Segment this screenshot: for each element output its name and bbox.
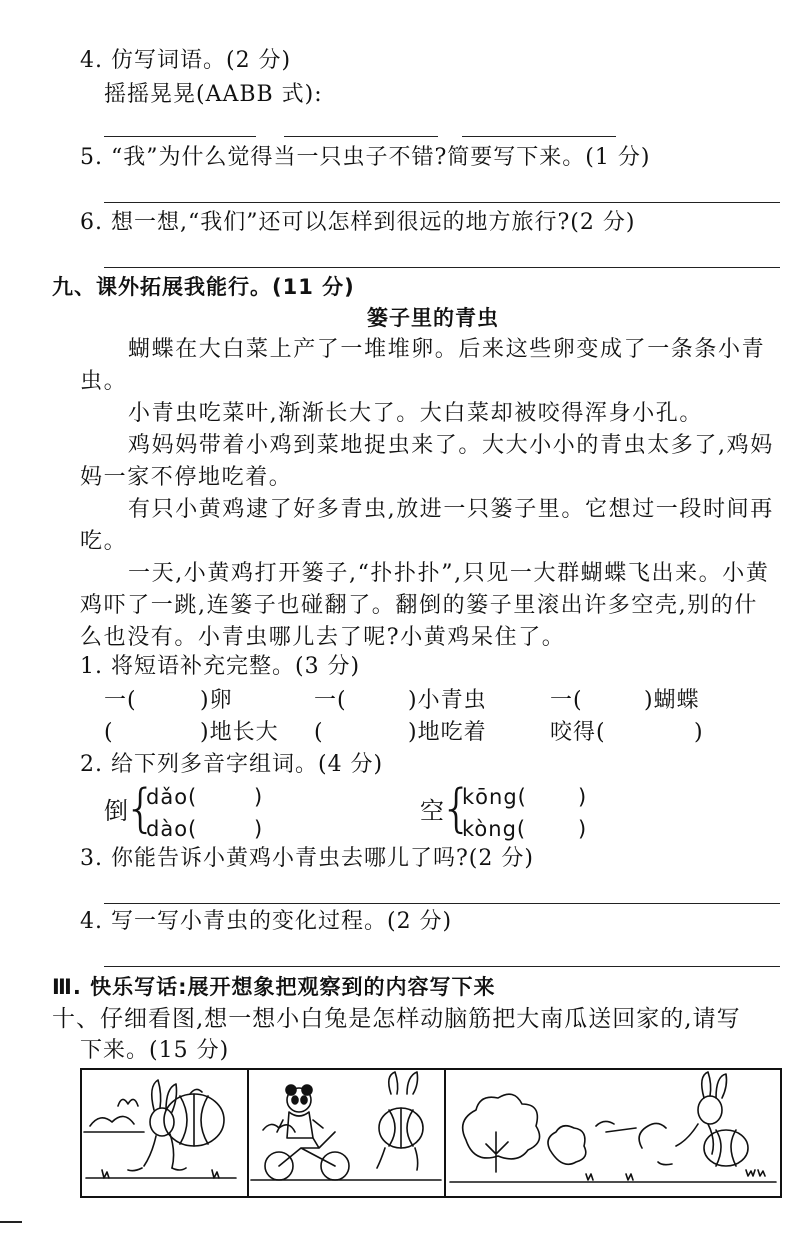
- q10-line-2: 下来。(15 分): [80, 1038, 230, 1063]
- q4-title: 4. 仿写词语。(2 分): [80, 48, 292, 73]
- story-paragraph-4: 有只小黄鸡逮了好多青虫,放进一只篓子里。它想过一段时间再吃。: [80, 497, 774, 554]
- reading-dao3: dǎo(: [146, 785, 198, 809]
- s9-q2-title: 2. 给下列多音字组词。(4 分): [80, 752, 384, 777]
- q1-row1-c-close[interactable]: )蝴蝶: [644, 688, 700, 713]
- q1-row2-a-close[interactable]: )地长大: [200, 720, 279, 745]
- q6-title: 6. 想一想,“我们”还可以怎样到很远的地方旅行?(2 分): [80, 210, 636, 235]
- q4-answer-line-1[interactable]: [104, 136, 256, 137]
- q4-prompt: 摇摇晃晃(AABB 式):: [104, 82, 323, 107]
- picture-art: [82, 1070, 780, 1196]
- q1-row1-a-open: 一(: [104, 688, 137, 713]
- s9-q1-title: 1. 将短语补充完整。(3 分): [80, 654, 361, 679]
- q1-row2-b-open: (: [314, 720, 324, 745]
- q4-answer-line-2[interactable]: [284, 136, 438, 137]
- panel-3-rabbit-rolling-pumpkin: [450, 1072, 776, 1182]
- q1-row1-b-open: 一(: [314, 688, 347, 713]
- q1-row1-b-close[interactable]: )小青虫: [408, 688, 487, 713]
- char-kong: 空: [420, 797, 445, 825]
- char-dao: 倒: [104, 797, 129, 825]
- q4-answer-line-3[interactable]: [462, 136, 616, 137]
- reading-dao3-close[interactable]: ): [254, 785, 264, 809]
- story-title: 篓子里的青虫: [367, 306, 499, 330]
- picture-strip: [80, 1068, 782, 1198]
- page-corner-mark: [0, 1221, 22, 1223]
- reading-dao4: dào(: [146, 817, 198, 841]
- q6-answer-line[interactable]: [104, 267, 780, 268]
- panel-1-rabbit-carrying-pumpkin: [84, 1080, 236, 1178]
- reading-kong4: kòng(: [462, 817, 527, 841]
- q1-row1-c-open: 一(: [550, 688, 583, 713]
- q10-line-1: 十、仔细看图,想一想小白兔是怎样动脑筋把大南瓜送回家的,请写: [52, 1006, 741, 1032]
- brace-left-1: {: [124, 779, 158, 839]
- story-paragraph-3: 鸡妈妈带着小鸡到菜地捉虫来了。大大小小的青虫太多了,鸡妈妈一家不停地吃着。: [80, 433, 774, 490]
- s9-q4-title: 4. 写一写小青虫的变化过程。(2 分): [80, 909, 453, 934]
- s9-q3-title: 3. 你能告诉小黄鸡小青虫去哪儿了吗?(2 分): [80, 846, 534, 871]
- reading-dao4-close[interactable]: ): [254, 817, 264, 841]
- reading-kong1-close[interactable]: ): [578, 785, 588, 809]
- q1-row1-a-close[interactable]: )卵: [200, 688, 233, 713]
- story-paragraph-5: 一天,小黄鸡打开篓子,“扑扑扑”,只见一大群蝴蝶飞出来。小黄鸡吓了一跳,连篓子也碰翻了。翻倒的篓子里滚出许多空壳,别的什么也没有。小青虫哪儿去了呢?小黄鸡呆住了。: [80, 561, 770, 650]
- q1-row2-b-close[interactable]: )地吃着: [408, 720, 487, 745]
- section-9-heading: 九、课外拓展我能行。(11 分): [52, 275, 355, 299]
- brace-left-2: {: [440, 779, 474, 839]
- s9-q4-answer-line[interactable]: [104, 966, 780, 967]
- panel-2-panda-bicycle: [251, 1072, 441, 1180]
- s9-q3-answer-line[interactable]: [104, 903, 780, 904]
- reading-kong4-close[interactable]: ): [578, 817, 588, 841]
- reading-kong1: kōng(: [462, 785, 527, 809]
- q5-answer-line[interactable]: [104, 202, 780, 203]
- q1-row2-a-open: (: [104, 720, 114, 745]
- part-3-heading: Ⅲ. 快乐写话:展开想象把观察到的内容写下来: [52, 975, 496, 999]
- q1-row2-c-open: 咬得(: [550, 720, 606, 745]
- q1-row2-c-close[interactable]: ): [694, 720, 704, 745]
- story-paragraph-2: 小青虫吃菜叶,渐渐长大了。大白菜却被咬得浑身小孔。: [128, 401, 703, 426]
- story-paragraph-1: 蝴蝶在大白菜上产了一堆堆卵。后来这些卵变成了一条条小青虫。: [80, 337, 766, 394]
- q5-title: 5. “我”为什么觉得当一只虫子不错?简要写下来。(1 分): [80, 145, 651, 170]
